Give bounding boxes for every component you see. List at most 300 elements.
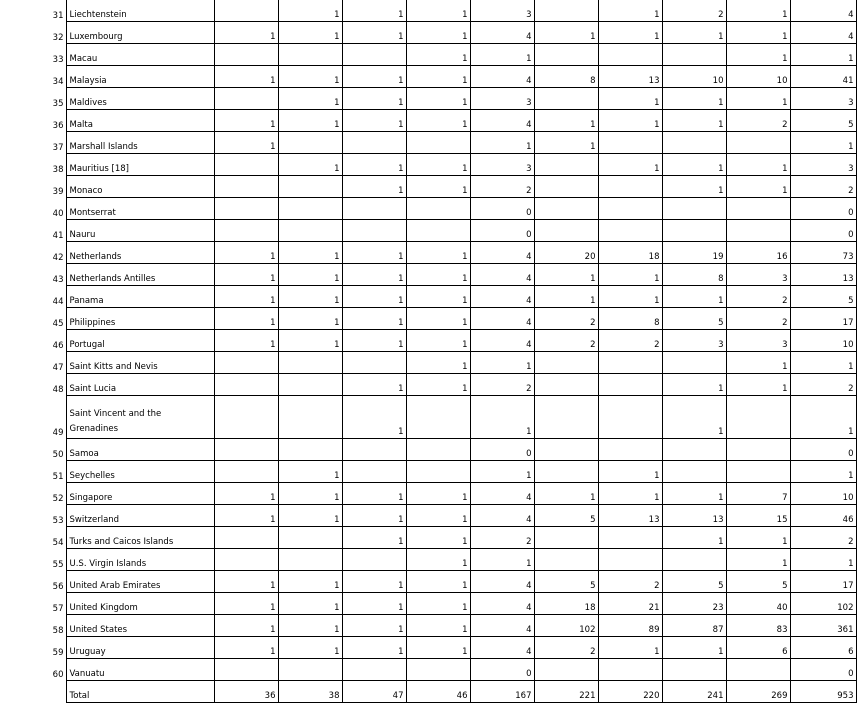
value-cell[interactable]: 5 <box>662 308 726 330</box>
value-cell[interactable]: 220 <box>598 681 662 703</box>
value-cell[interactable] <box>534 439 598 461</box>
value-cell[interactable] <box>406 461 470 483</box>
value-cell[interactable]: 89 <box>598 615 662 637</box>
value-cell[interactable]: 4 <box>470 22 534 44</box>
value-cell[interactable]: 4 <box>790 22 856 44</box>
value-cell[interactable]: 2 <box>726 286 790 308</box>
value-cell[interactable]: 1 <box>278 483 342 505</box>
value-cell[interactable]: 1 <box>278 154 342 176</box>
value-cell[interactable]: 2 <box>470 374 534 396</box>
value-cell[interactable] <box>726 439 790 461</box>
value-cell[interactable] <box>342 659 406 681</box>
row-number[interactable]: 47 <box>0 352 66 374</box>
value-cell[interactable] <box>214 396 278 439</box>
value-cell[interactable]: 1 <box>278 461 342 483</box>
value-cell[interactable]: 1 <box>406 264 470 286</box>
value-cell[interactable] <box>598 659 662 681</box>
value-cell[interactable] <box>342 461 406 483</box>
row-number[interactable]: 44 <box>0 286 66 308</box>
value-cell[interactable]: 1 <box>406 242 470 264</box>
value-cell[interactable]: 2 <box>598 330 662 352</box>
value-cell[interactable]: 1 <box>342 527 406 549</box>
value-cell[interactable]: 2 <box>790 374 856 396</box>
value-cell[interactable]: 0 <box>470 220 534 242</box>
value-cell[interactable]: 1 <box>278 330 342 352</box>
value-cell[interactable]: 1 <box>406 505 470 527</box>
country-name-cell[interactable]: Luxembourg <box>66 22 214 44</box>
value-cell[interactable]: 13 <box>662 505 726 527</box>
country-name-cell[interactable]: Philippines <box>66 308 214 330</box>
value-cell[interactable]: 1 <box>406 66 470 88</box>
value-cell[interactable]: 2 <box>598 571 662 593</box>
value-cell[interactable]: 1 <box>534 132 598 154</box>
value-cell[interactable]: 1 <box>214 66 278 88</box>
row-number[interactable]: 52 <box>0 483 66 505</box>
value-cell[interactable] <box>662 352 726 374</box>
value-cell[interactable] <box>598 374 662 396</box>
value-cell[interactable]: 17 <box>790 308 856 330</box>
value-cell[interactable]: 1 <box>662 396 726 439</box>
value-cell[interactable]: 40 <box>726 593 790 615</box>
value-cell[interactable]: 4 <box>470 637 534 659</box>
value-cell[interactable]: 10 <box>790 330 856 352</box>
value-cell[interactable]: 0 <box>470 659 534 681</box>
value-cell[interactable] <box>406 220 470 242</box>
value-cell[interactable] <box>278 659 342 681</box>
value-cell[interactable]: 1 <box>342 637 406 659</box>
value-cell[interactable]: 0 <box>790 659 856 681</box>
value-cell[interactable]: 1 <box>214 110 278 132</box>
row-number[interactable]: 56 <box>0 571 66 593</box>
value-cell[interactable]: 1 <box>790 549 856 571</box>
value-cell[interactable] <box>534 198 598 220</box>
country-name-cell[interactable]: United States <box>66 615 214 637</box>
value-cell[interactable]: 1 <box>278 242 342 264</box>
value-cell[interactable]: 1 <box>662 176 726 198</box>
value-cell[interactable]: 18 <box>534 593 598 615</box>
row-number[interactable]: 53 <box>0 505 66 527</box>
value-cell[interactable]: 1 <box>726 352 790 374</box>
value-cell[interactable] <box>214 461 278 483</box>
value-cell[interactable]: 1 <box>534 286 598 308</box>
row-number[interactable]: 35 <box>0 88 66 110</box>
value-cell[interactable] <box>278 132 342 154</box>
value-cell[interactable]: 4 <box>470 615 534 637</box>
value-cell[interactable] <box>534 527 598 549</box>
value-cell[interactable] <box>534 396 598 439</box>
row-number[interactable]: 34 <box>0 66 66 88</box>
value-cell[interactable] <box>534 659 598 681</box>
value-cell[interactable]: 8 <box>598 308 662 330</box>
value-cell[interactable]: 1 <box>342 0 406 22</box>
value-cell[interactable]: 1 <box>790 132 856 154</box>
value-cell[interactable]: 23 <box>662 593 726 615</box>
value-cell[interactable]: 1 <box>662 154 726 176</box>
value-cell[interactable]: 1 <box>342 593 406 615</box>
value-cell[interactable] <box>278 176 342 198</box>
value-cell[interactable] <box>662 132 726 154</box>
value-cell[interactable] <box>342 198 406 220</box>
value-cell[interactable] <box>534 88 598 110</box>
country-name-cell[interactable]: Total <box>66 681 214 703</box>
value-cell[interactable] <box>662 198 726 220</box>
value-cell[interactable]: 1 <box>406 154 470 176</box>
value-cell[interactable] <box>726 396 790 439</box>
country-name-cell[interactable]: Malta <box>66 110 214 132</box>
row-number[interactable]: 43 <box>0 264 66 286</box>
value-cell[interactable]: 0 <box>790 439 856 461</box>
value-cell[interactable]: 1 <box>662 286 726 308</box>
value-cell[interactable]: 13 <box>598 505 662 527</box>
value-cell[interactable]: 1 <box>598 88 662 110</box>
value-cell[interactable] <box>534 0 598 22</box>
value-cell[interactable]: 47 <box>342 681 406 703</box>
value-cell[interactable]: 1 <box>662 374 726 396</box>
value-cell[interactable]: 1 <box>662 483 726 505</box>
value-cell[interactable] <box>278 198 342 220</box>
value-cell[interactable]: 1 <box>406 615 470 637</box>
value-cell[interactable]: 4 <box>470 286 534 308</box>
row-number[interactable]: 46 <box>0 330 66 352</box>
value-cell[interactable]: 2 <box>470 176 534 198</box>
row-number[interactable]: 60 <box>0 659 66 681</box>
value-cell[interactable]: 17 <box>790 571 856 593</box>
value-cell[interactable]: 1 <box>214 615 278 637</box>
value-cell[interactable] <box>214 220 278 242</box>
value-cell[interactable] <box>726 659 790 681</box>
value-cell[interactable]: 1 <box>342 483 406 505</box>
value-cell[interactable] <box>726 198 790 220</box>
value-cell[interactable]: 15 <box>726 505 790 527</box>
value-cell[interactable]: 46 <box>790 505 856 527</box>
country-name-cell[interactable]: Montserrat <box>66 198 214 220</box>
country-name-cell[interactable]: Nauru <box>66 220 214 242</box>
country-name-cell[interactable]: Macau <box>66 44 214 66</box>
value-cell[interactable]: 1 <box>726 88 790 110</box>
value-cell[interactable]: 1 <box>278 571 342 593</box>
value-cell[interactable]: 1 <box>470 352 534 374</box>
value-cell[interactable]: 1 <box>214 637 278 659</box>
value-cell[interactable]: 3 <box>470 88 534 110</box>
value-cell[interactable]: 1 <box>790 461 856 483</box>
value-cell[interactable]: 10 <box>662 66 726 88</box>
value-cell[interactable]: 1 <box>726 549 790 571</box>
value-cell[interactable]: 4 <box>470 571 534 593</box>
value-cell[interactable]: 1 <box>214 330 278 352</box>
value-cell[interactable]: 1 <box>406 176 470 198</box>
value-cell[interactable] <box>278 439 342 461</box>
value-cell[interactable]: 1 <box>214 505 278 527</box>
country-name-cell[interactable]: Malaysia <box>66 66 214 88</box>
value-cell[interactable]: 1 <box>342 154 406 176</box>
value-cell[interactable]: 87 <box>662 615 726 637</box>
value-cell[interactable]: 4 <box>470 330 534 352</box>
value-cell[interactable] <box>406 659 470 681</box>
value-cell[interactable] <box>662 659 726 681</box>
row-number[interactable]: 42 <box>0 242 66 264</box>
value-cell[interactable]: 4 <box>470 593 534 615</box>
value-cell[interactable]: 1 <box>598 461 662 483</box>
value-cell[interactable]: 221 <box>534 681 598 703</box>
value-cell[interactable] <box>598 527 662 549</box>
value-cell[interactable] <box>406 396 470 439</box>
value-cell[interactable] <box>534 44 598 66</box>
value-cell[interactable]: 5 <box>534 505 598 527</box>
value-cell[interactable]: 1 <box>342 396 406 439</box>
value-cell[interactable]: 3 <box>470 154 534 176</box>
value-cell[interactable]: 6 <box>726 637 790 659</box>
value-cell[interactable]: 2 <box>726 110 790 132</box>
country-name-cell[interactable]: Maldives <box>66 88 214 110</box>
value-cell[interactable]: 0 <box>790 220 856 242</box>
value-cell[interactable]: 1 <box>278 505 342 527</box>
value-cell[interactable]: 1 <box>278 308 342 330</box>
value-cell[interactable] <box>278 549 342 571</box>
value-cell[interactable]: 4 <box>470 308 534 330</box>
value-cell[interactable]: 36 <box>214 681 278 703</box>
value-cell[interactable]: 1 <box>598 0 662 22</box>
value-cell[interactable]: 13 <box>790 264 856 286</box>
value-cell[interactable] <box>278 527 342 549</box>
value-cell[interactable]: 1 <box>278 22 342 44</box>
value-cell[interactable] <box>598 44 662 66</box>
value-cell[interactable] <box>598 352 662 374</box>
value-cell[interactable] <box>278 220 342 242</box>
value-cell[interactable] <box>534 461 598 483</box>
country-name-cell[interactable]: U.S. Virgin Islands <box>66 549 214 571</box>
value-cell[interactable]: 1 <box>598 637 662 659</box>
row-number[interactable]: 59 <box>0 637 66 659</box>
value-cell[interactable] <box>342 549 406 571</box>
country-name-cell[interactable]: United Kingdom <box>66 593 214 615</box>
value-cell[interactable]: 1 <box>342 176 406 198</box>
country-name-cell[interactable]: Netherlands Antilles <box>66 264 214 286</box>
value-cell[interactable]: 5 <box>790 286 856 308</box>
row-number[interactable]: 58 <box>0 615 66 637</box>
value-cell[interactable]: 1 <box>342 66 406 88</box>
value-cell[interactable]: 1 <box>406 549 470 571</box>
value-cell[interactable]: 4 <box>470 242 534 264</box>
row-number[interactable]: 54 <box>0 527 66 549</box>
value-cell[interactable]: 1 <box>406 308 470 330</box>
country-name-cell[interactable]: Liechtenstein <box>66 0 214 22</box>
value-cell[interactable]: 1 <box>342 571 406 593</box>
value-cell[interactable]: 4 <box>790 0 856 22</box>
value-cell[interactable]: 1 <box>726 374 790 396</box>
row-number[interactable]: 50 <box>0 439 66 461</box>
value-cell[interactable]: 1 <box>406 44 470 66</box>
value-cell[interactable]: 46 <box>406 681 470 703</box>
value-cell[interactable] <box>662 220 726 242</box>
value-cell[interactable] <box>406 198 470 220</box>
country-name-cell[interactable]: Netherlands <box>66 242 214 264</box>
value-cell[interactable]: 1 <box>406 88 470 110</box>
value-cell[interactable]: 1 <box>278 66 342 88</box>
value-cell[interactable] <box>534 220 598 242</box>
country-name-cell[interactable]: Switzerland <box>66 505 214 527</box>
value-cell[interactable]: 1 <box>342 110 406 132</box>
row-number[interactable]: 38 <box>0 154 66 176</box>
value-cell[interactable]: 1 <box>214 308 278 330</box>
value-cell[interactable]: 1 <box>662 637 726 659</box>
value-cell[interactable]: 5 <box>790 110 856 132</box>
value-cell[interactable]: 1 <box>470 549 534 571</box>
value-cell[interactable] <box>214 527 278 549</box>
country-name-cell[interactable]: Monaco <box>66 176 214 198</box>
value-cell[interactable]: 1 <box>278 593 342 615</box>
value-cell[interactable]: 3 <box>662 330 726 352</box>
value-cell[interactable]: 1 <box>598 286 662 308</box>
value-cell[interactable]: 1 <box>406 286 470 308</box>
value-cell[interactable]: 1 <box>534 110 598 132</box>
value-cell[interactable]: 1 <box>406 330 470 352</box>
row-number[interactable]: 32 <box>0 22 66 44</box>
country-name-cell[interactable]: United Arab Emirates <box>66 571 214 593</box>
value-cell[interactable] <box>214 88 278 110</box>
value-cell[interactable]: 2 <box>790 527 856 549</box>
value-cell[interactable]: 8 <box>534 66 598 88</box>
value-cell[interactable] <box>342 352 406 374</box>
value-cell[interactable] <box>214 176 278 198</box>
value-cell[interactable]: 6 <box>790 637 856 659</box>
value-cell[interactable]: 1 <box>214 593 278 615</box>
value-cell[interactable]: 1 <box>790 396 856 439</box>
country-name-cell[interactable]: Saint Vincent and the Grenadines <box>66 396 214 439</box>
value-cell[interactable]: 1 <box>214 264 278 286</box>
value-cell[interactable]: 1 <box>406 352 470 374</box>
row-number[interactable]: 41 <box>0 220 66 242</box>
value-cell[interactable] <box>342 439 406 461</box>
value-cell[interactable]: 1 <box>534 22 598 44</box>
country-name-cell[interactable]: Samoa <box>66 439 214 461</box>
row-number[interactable]: 31 <box>0 0 66 22</box>
value-cell[interactable]: 1 <box>598 22 662 44</box>
value-cell[interactable]: 1 <box>278 88 342 110</box>
value-cell[interactable]: 2 <box>726 308 790 330</box>
value-cell[interactable] <box>214 44 278 66</box>
value-cell[interactable]: 18 <box>598 242 662 264</box>
value-cell[interactable] <box>342 132 406 154</box>
value-cell[interactable]: 73 <box>790 242 856 264</box>
value-cell[interactable]: 13 <box>598 66 662 88</box>
value-cell[interactable]: 1 <box>214 22 278 44</box>
value-cell[interactable]: 1 <box>342 88 406 110</box>
value-cell[interactable]: 19 <box>662 242 726 264</box>
value-cell[interactable]: 2 <box>534 330 598 352</box>
value-cell[interactable]: 361 <box>790 615 856 637</box>
value-cell[interactable] <box>342 44 406 66</box>
row-number[interactable] <box>0 681 66 703</box>
value-cell[interactable]: 10 <box>790 483 856 505</box>
value-cell[interactable]: 5 <box>534 571 598 593</box>
value-cell[interactable]: 2 <box>534 637 598 659</box>
value-cell[interactable]: 20 <box>534 242 598 264</box>
value-cell[interactable]: 5 <box>726 571 790 593</box>
value-cell[interactable] <box>534 374 598 396</box>
value-cell[interactable]: 1 <box>406 593 470 615</box>
value-cell[interactable]: 1 <box>598 110 662 132</box>
value-cell[interactable]: 1 <box>726 176 790 198</box>
row-number[interactable]: 49 <box>0 396 66 439</box>
value-cell[interactable]: 1 <box>278 110 342 132</box>
country-name-cell[interactable]: Vanuatu <box>66 659 214 681</box>
value-cell[interactable]: 1 <box>342 615 406 637</box>
value-cell[interactable]: 1 <box>726 22 790 44</box>
value-cell[interactable]: 2 <box>534 308 598 330</box>
value-cell[interactable]: 953 <box>790 681 856 703</box>
value-cell[interactable]: 1 <box>598 264 662 286</box>
value-cell[interactable]: 1 <box>406 374 470 396</box>
row-number[interactable]: 39 <box>0 176 66 198</box>
value-cell[interactable] <box>534 176 598 198</box>
value-cell[interactable]: 3 <box>470 0 534 22</box>
row-number[interactable]: 55 <box>0 549 66 571</box>
row-number[interactable]: 51 <box>0 461 66 483</box>
value-cell[interactable]: 1 <box>790 44 856 66</box>
value-cell[interactable]: 102 <box>534 615 598 637</box>
value-cell[interactable] <box>214 198 278 220</box>
value-cell[interactable]: 4 <box>470 264 534 286</box>
value-cell[interactable]: 1 <box>662 22 726 44</box>
value-cell[interactable]: 1 <box>534 483 598 505</box>
value-cell[interactable]: 3 <box>726 264 790 286</box>
value-cell[interactable]: 1 <box>342 505 406 527</box>
value-cell[interactable]: 1 <box>278 0 342 22</box>
value-cell[interactable]: 5 <box>662 571 726 593</box>
value-cell[interactable] <box>726 461 790 483</box>
country-name-cell[interactable]: Panama <box>66 286 214 308</box>
value-cell[interactable]: 1 <box>406 483 470 505</box>
value-cell[interactable] <box>278 44 342 66</box>
country-name-cell[interactable]: Saint Kitts and Nevis <box>66 352 214 374</box>
value-cell[interactable]: 1 <box>470 44 534 66</box>
value-cell[interactable] <box>278 352 342 374</box>
value-cell[interactable] <box>598 396 662 439</box>
value-cell[interactable]: 41 <box>790 66 856 88</box>
value-cell[interactable]: 167 <box>470 681 534 703</box>
value-cell[interactable] <box>406 132 470 154</box>
value-cell[interactable]: 1 <box>406 571 470 593</box>
value-cell[interactable] <box>278 396 342 439</box>
value-cell[interactable]: 3 <box>726 330 790 352</box>
value-cell[interactable] <box>662 44 726 66</box>
value-cell[interactable] <box>598 198 662 220</box>
value-cell[interactable]: 269 <box>726 681 790 703</box>
value-cell[interactable]: 2 <box>790 176 856 198</box>
value-cell[interactable]: 1 <box>662 88 726 110</box>
value-cell[interactable]: 2 <box>662 0 726 22</box>
value-cell[interactable]: 1 <box>214 242 278 264</box>
value-cell[interactable] <box>342 220 406 242</box>
value-cell[interactable]: 1 <box>406 527 470 549</box>
row-number[interactable]: 33 <box>0 44 66 66</box>
country-name-cell[interactable]: Portugal <box>66 330 214 352</box>
value-cell[interactable]: 1 <box>726 154 790 176</box>
value-cell[interactable] <box>214 154 278 176</box>
value-cell[interactable] <box>662 461 726 483</box>
country-name-cell[interactable]: Saint Lucia <box>66 374 214 396</box>
value-cell[interactable]: 1 <box>342 286 406 308</box>
country-name-cell[interactable]: Uruguay <box>66 637 214 659</box>
value-cell[interactable] <box>214 659 278 681</box>
value-cell[interactable]: 21 <box>598 593 662 615</box>
country-name-cell[interactable]: Seychelles <box>66 461 214 483</box>
country-name-cell[interactable]: Turks and Caicos Islands <box>66 527 214 549</box>
value-cell[interactable] <box>534 549 598 571</box>
value-cell[interactable]: 1 <box>278 286 342 308</box>
value-cell[interactable]: 1 <box>470 132 534 154</box>
row-number[interactable]: 36 <box>0 110 66 132</box>
